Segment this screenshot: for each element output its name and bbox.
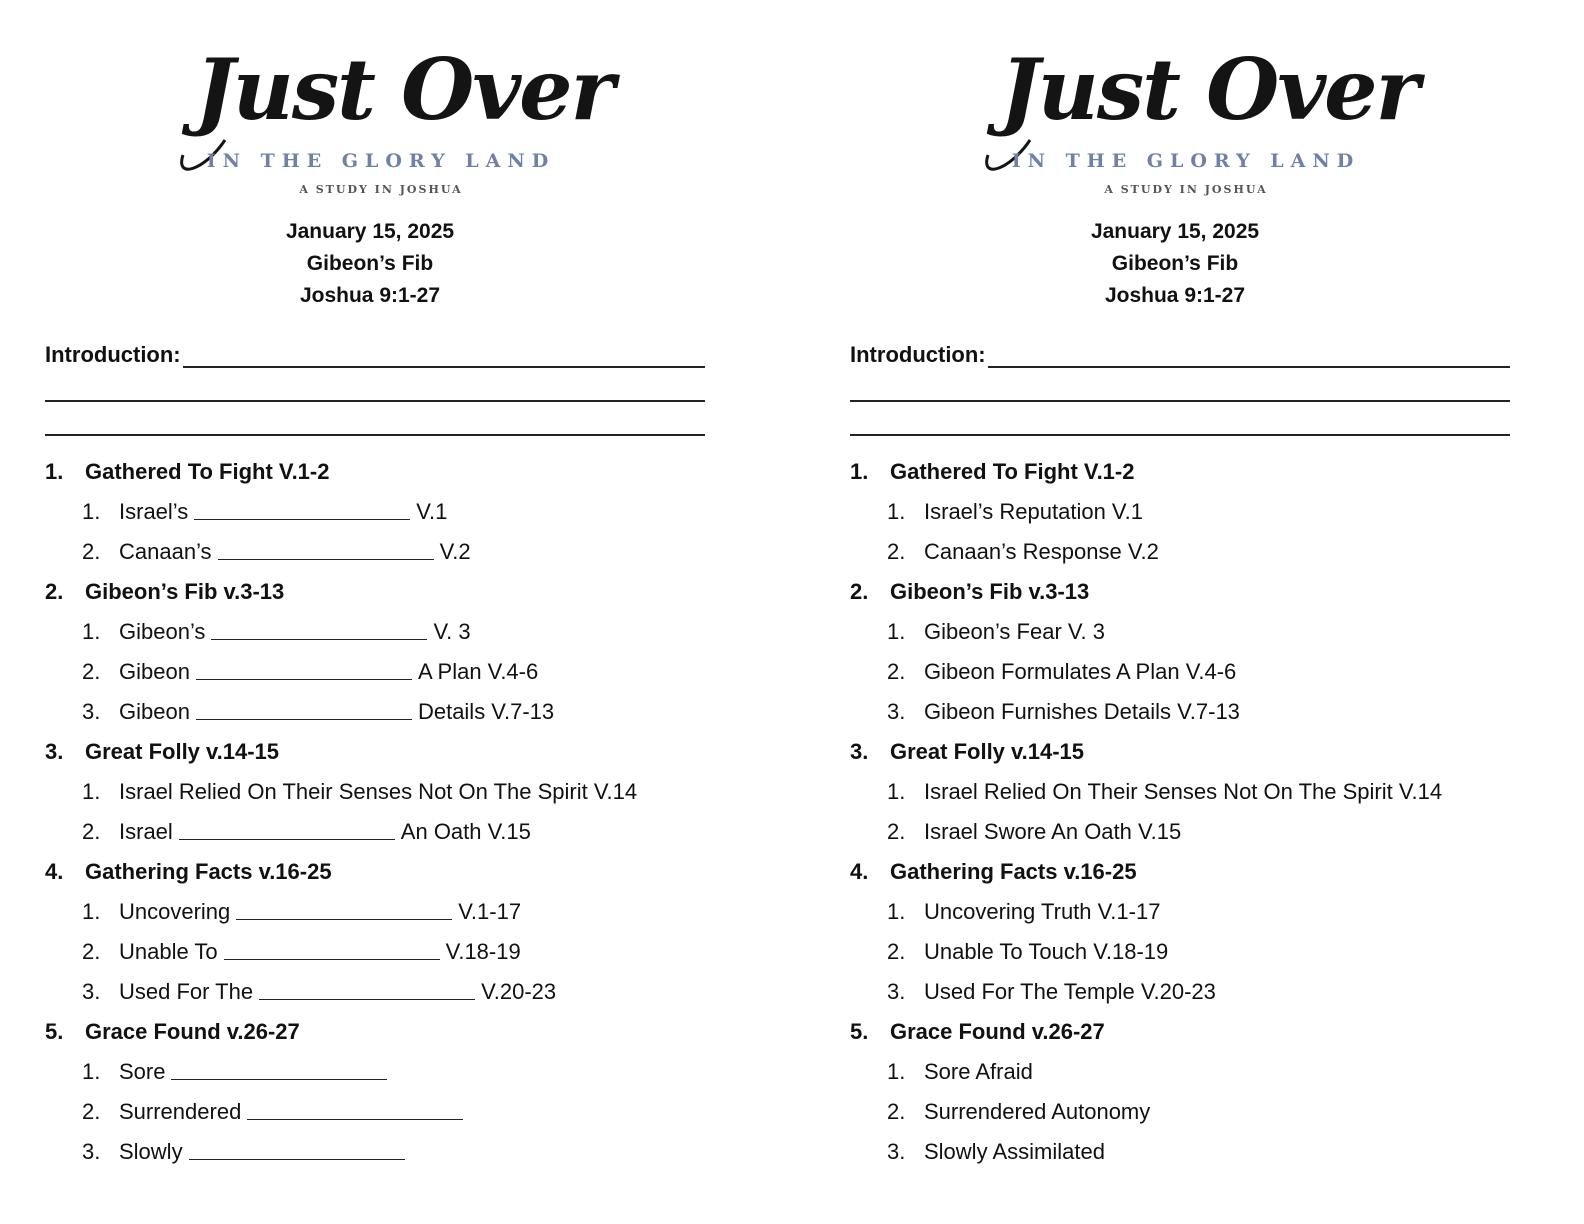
point-text-after: V.1	[416, 499, 448, 524]
point-number: 2.	[82, 819, 101, 844]
point-number: 3.	[887, 979, 906, 1004]
outline-point	[45, 532, 745, 572]
lesson-header	[40, 216, 700, 312]
introduction-blank[interactable]	[988, 344, 1510, 368]
point-text-before: Uncovering	[119, 899, 231, 924]
introduction-blank[interactable]	[850, 402, 1510, 436]
lesson-header	[845, 216, 1505, 312]
outline-point	[850, 1132, 1550, 1172]
point-number: 2.	[887, 539, 906, 564]
logo-subtitle: IN THE GLORY LAND	[206, 150, 556, 172]
point-number: 3.	[887, 1139, 906, 1164]
point-text: Unable To Touch V.18-19	[924, 939, 1169, 964]
point-number: 3.	[887, 699, 906, 724]
introduction-blank[interactable]	[850, 368, 1510, 402]
point-number: 1.	[82, 779, 101, 804]
section-heading	[45, 572, 745, 612]
point-text-after: V. 3	[433, 619, 471, 644]
point-text-after: V.18-19	[445, 939, 521, 964]
introduction-block	[850, 338, 1510, 436]
point-number: 2.	[82, 939, 101, 964]
point-text-before: Israel’s	[119, 499, 189, 524]
point-text-before: Unable To	[119, 939, 218, 964]
fill-in-blank[interactable]	[218, 532, 434, 560]
fill-in-blank[interactable]	[194, 492, 410, 520]
section-number: 2.	[850, 579, 869, 604]
point-text-before: Sore	[119, 1059, 166, 1084]
introduction-blank[interactable]	[183, 344, 705, 368]
point-number: 3.	[82, 1139, 101, 1164]
section-heading	[850, 572, 1550, 612]
fill-in-blank[interactable]	[196, 692, 412, 720]
point-text-before: Gibeon	[119, 699, 190, 724]
logo-subtitle: IN THE GLORY LAND	[1011, 150, 1361, 172]
lesson-title: Gibeon’s Fib	[306, 252, 434, 275]
study-logo	[970, 40, 1430, 210]
section-number: 5.	[850, 1019, 869, 1044]
fill-in-blank[interactable]	[224, 932, 440, 960]
introduction-label: Introduction:	[850, 342, 986, 367]
section-number: 4.	[45, 859, 64, 884]
point-number: 1.	[82, 619, 101, 644]
fill-in-blank[interactable]	[171, 1052, 387, 1080]
outline-point	[45, 1132, 745, 1172]
outline-point	[45, 972, 745, 1012]
section-number: 3.	[850, 739, 869, 764]
point-text: Israel Swore An Oath V.15	[924, 819, 1182, 844]
section-title: Great Folly v.14-15	[85, 739, 280, 764]
point-number: 3.	[82, 699, 101, 724]
point-text-after: V.20-23	[481, 979, 557, 1004]
section-title: Gathered To Fight V.1-2	[890, 459, 1135, 484]
point-text: Israel Relied On Their Senses Not On The Spirit V.14	[119, 779, 638, 804]
outline-point	[850, 492, 1550, 532]
outline-point	[45, 692, 745, 732]
point-number: 2.	[82, 1099, 101, 1124]
point-text: Used For The Temple V.20-23	[924, 979, 1216, 1004]
section-title: Grace Found v.26-27	[85, 1019, 300, 1044]
outline-point	[45, 892, 745, 932]
fill-in-blank[interactable]	[259, 972, 475, 1000]
section-title: Great Folly v.14-15	[890, 739, 1085, 764]
section-heading	[45, 1012, 745, 1052]
point-number: 1.	[887, 619, 906, 644]
section-number: 5.	[45, 1019, 64, 1044]
outline-point	[45, 1092, 745, 1132]
section-heading	[45, 732, 745, 772]
section-heading	[45, 452, 745, 492]
point-number: 1.	[887, 779, 906, 804]
point-text-before: Used For The	[119, 979, 254, 1004]
point-number: 1.	[887, 499, 906, 524]
outline-point	[45, 772, 745, 812]
outline-point	[850, 892, 1550, 932]
point-number: 2.	[82, 659, 101, 684]
fill-in-column	[45, 40, 745, 1172]
point-text: Slowly Assimilated	[924, 1139, 1105, 1164]
section-title: Gathering Facts v.16-25	[85, 859, 332, 884]
logo-tagline: A STUDY IN JOSHUA	[299, 183, 463, 196]
point-number: 3.	[82, 979, 101, 1004]
point-text-before: Israel	[119, 819, 173, 844]
section-heading	[850, 732, 1550, 772]
outline-point	[850, 1052, 1550, 1092]
fill-in-blank[interactable]	[236, 892, 452, 920]
answer-key-column	[850, 40, 1550, 1172]
outline-point	[850, 612, 1550, 652]
section-heading	[850, 1012, 1550, 1052]
point-text-after: A Plan V.4-6	[417, 659, 539, 684]
section-title: Gathering Facts v.16-25	[890, 859, 1137, 884]
point-text: Israel Relied On Their Senses Not On The Spirit V.14	[924, 779, 1443, 804]
section-heading	[45, 852, 745, 892]
point-text: Israel’s Reputation V.1	[924, 499, 1143, 524]
fill-in-blank[interactable]	[196, 652, 412, 680]
point-text: Gibeon’s Fear V. 3	[924, 619, 1106, 644]
point-text-before: Slowly	[119, 1139, 183, 1164]
section-heading	[850, 852, 1550, 892]
introduction-blank[interactable]	[45, 368, 705, 402]
point-number: 2.	[887, 1099, 906, 1124]
outline-point	[45, 1052, 745, 1092]
lesson-passage: Joshua 9:1-27	[1104, 284, 1246, 307]
introduction-blank[interactable]	[45, 402, 705, 436]
section-title: Gibeon’s Fib v.3-13	[85, 579, 285, 604]
logo-script-title: Just Over	[195, 40, 613, 139]
outline-point	[850, 692, 1550, 732]
point-text-before: Surrendered	[119, 1099, 242, 1124]
outline-point	[45, 812, 745, 852]
outline-point	[850, 812, 1550, 852]
point-text: Uncovering Truth V.1-17	[924, 899, 1161, 924]
point-number: 1.	[82, 1059, 101, 1084]
outline-point	[850, 772, 1550, 812]
point-text-before: Gibeon’s	[119, 619, 206, 644]
outline-point	[850, 932, 1550, 972]
fill-in-blank[interactable]	[189, 1132, 405, 1160]
lesson-title: Gibeon’s Fib	[1111, 252, 1239, 275]
outline-point	[850, 652, 1550, 692]
point-text-before: Gibeon	[119, 659, 190, 684]
point-number: 2.	[82, 539, 101, 564]
section-number: 1.	[45, 459, 64, 484]
sermon-outline	[45, 452, 745, 1172]
point-text-after: An Oath V.15	[400, 819, 531, 844]
lesson-date: January 15, 2025	[285, 220, 455, 243]
fill-in-blank[interactable]	[179, 812, 395, 840]
point-number: 1.	[82, 899, 101, 924]
section-number: 4.	[850, 859, 869, 884]
lesson-date: January 15, 2025	[1090, 220, 1260, 243]
outline-point	[850, 532, 1550, 572]
point-text-after: Details V.7-13	[417, 699, 555, 724]
outline-point	[850, 972, 1550, 1012]
point-text-before: Canaan’s	[119, 539, 212, 564]
section-title: Gathered To Fight V.1-2	[85, 459, 330, 484]
point-number: 2.	[887, 659, 906, 684]
outline-point	[850, 1092, 1550, 1132]
fill-in-blank[interactable]	[247, 1092, 463, 1120]
point-number: 1.	[887, 899, 906, 924]
introduction-block	[45, 338, 705, 436]
point-number: 1.	[82, 499, 101, 524]
sermon-outline-answers	[850, 452, 1550, 1172]
outline-point	[45, 932, 745, 972]
logo-tagline: A STUDY IN JOSHUA	[1104, 183, 1268, 196]
outline-point	[45, 652, 745, 692]
section-number: 2.	[45, 579, 64, 604]
outline-point	[45, 612, 745, 652]
point-number: 2.	[887, 939, 906, 964]
point-text-after: V.2	[439, 539, 471, 564]
outline-point	[45, 492, 745, 532]
point-number: 1.	[887, 1059, 906, 1084]
logo-script-title: Just Over	[1000, 40, 1418, 139]
section-title: Gibeon’s Fib v.3-13	[890, 579, 1090, 604]
point-text: Gibeon Furnishes Details V.7-13	[924, 699, 1240, 724]
fill-in-blank[interactable]	[211, 612, 427, 640]
introduction-label: Introduction:	[45, 342, 181, 367]
point-text-after: V.1-17	[458, 899, 522, 924]
section-number: 3.	[45, 739, 64, 764]
point-number: 2.	[887, 819, 906, 844]
point-text: Surrendered Autonomy	[924, 1099, 1151, 1124]
section-heading	[850, 452, 1550, 492]
point-text: Sore Afraid	[924, 1059, 1033, 1084]
section-number: 1.	[850, 459, 869, 484]
point-text: Canaan’s Response V.2	[924, 539, 1159, 564]
section-title: Grace Found v.26-27	[890, 1019, 1105, 1044]
study-logo	[165, 40, 625, 210]
lesson-passage: Joshua 9:1-27	[299, 284, 441, 307]
point-text: Gibeon Formulates A Plan V.4-6	[924, 659, 1237, 684]
